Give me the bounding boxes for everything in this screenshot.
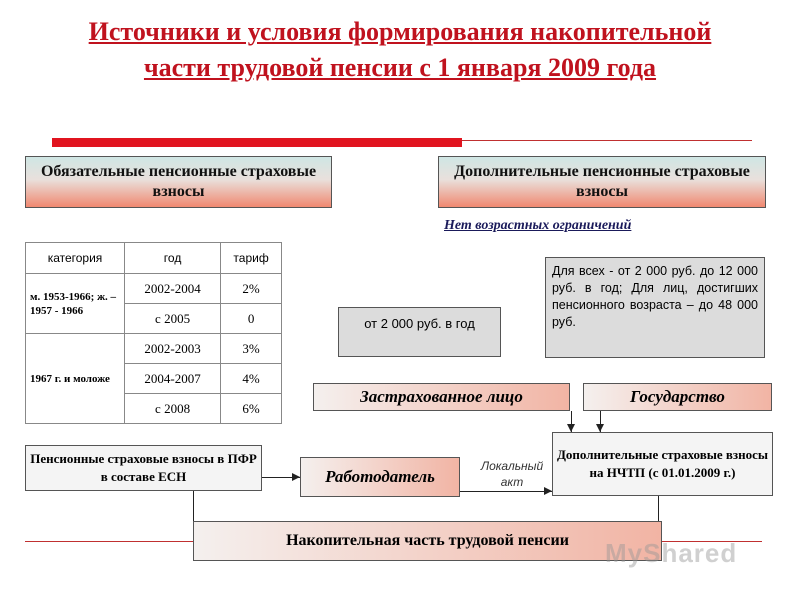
pfr-contributions-label: Пенсионные страховые взносы в ПФР в составе ЕСН — [30, 451, 257, 484]
contribution-limits-note: Для всех - от 2 000 руб. до 12 000 руб. в год; Для лиц, достигших пенсионного возраста – до 48 000 руб. — [545, 257, 765, 358]
arrow-to-employer — [292, 473, 300, 481]
employer-label: Работодатель — [325, 467, 435, 486]
category-cell: м. 1953-1966; ж. – 1957 - 1966 — [26, 274, 125, 334]
year-cell: 2004-2007 — [125, 364, 221, 394]
rate-cell: 4% — [221, 364, 282, 394]
rate-cell: 6% — [221, 394, 282, 424]
category-cell: 1967 г. и моложе — [26, 334, 125, 424]
funded-pension-label: Накопительная часть трудовой пенсии — [286, 532, 569, 549]
nchtp-contributions-label: Дополнительные страховые взносы на НЧТП (с 01.01.2009 г.) — [556, 447, 769, 480]
watermark-logo: MyShared — [605, 538, 738, 568]
arrow-from-state — [596, 424, 604, 432]
insured-person-label: Застрахованное лицо — [360, 387, 523, 406]
arrow-to-nchtp — [544, 487, 552, 495]
year-cell: с 2005 — [125, 304, 221, 334]
rate-cell: 2% — [221, 274, 282, 304]
column-header-category: категория — [26, 243, 125, 274]
year-cell: 2002-2004 — [125, 274, 221, 304]
mandatory-contributions-label: Обязательные пенсионные страховые взносы — [40, 163, 317, 200]
column-header-rate: тариф — [221, 243, 282, 274]
state-label: Государство — [630, 387, 725, 406]
no-age-limit-note: Нет возрастных ограничений — [444, 218, 632, 233]
rate-cell: 0 — [221, 304, 282, 334]
additional-contributions-label: Дополнительные пенсионные страховые взносы — [454, 163, 750, 200]
year-cell: 2002-2003 — [125, 334, 221, 364]
year-cell: с 2008 — [125, 394, 221, 424]
from-2000-text: от 2 000 руб. в год — [364, 316, 475, 331]
rate-cell: 3% — [221, 334, 282, 364]
page-title: Источники и условия формирования накопительной части трудовой пенсии с 1 января 2009 года — [88, 17, 712, 82]
local-act-label: Локальный акт — [480, 459, 544, 489]
arrow-from-insured — [567, 424, 575, 432]
column-header-year: год — [125, 243, 221, 274]
